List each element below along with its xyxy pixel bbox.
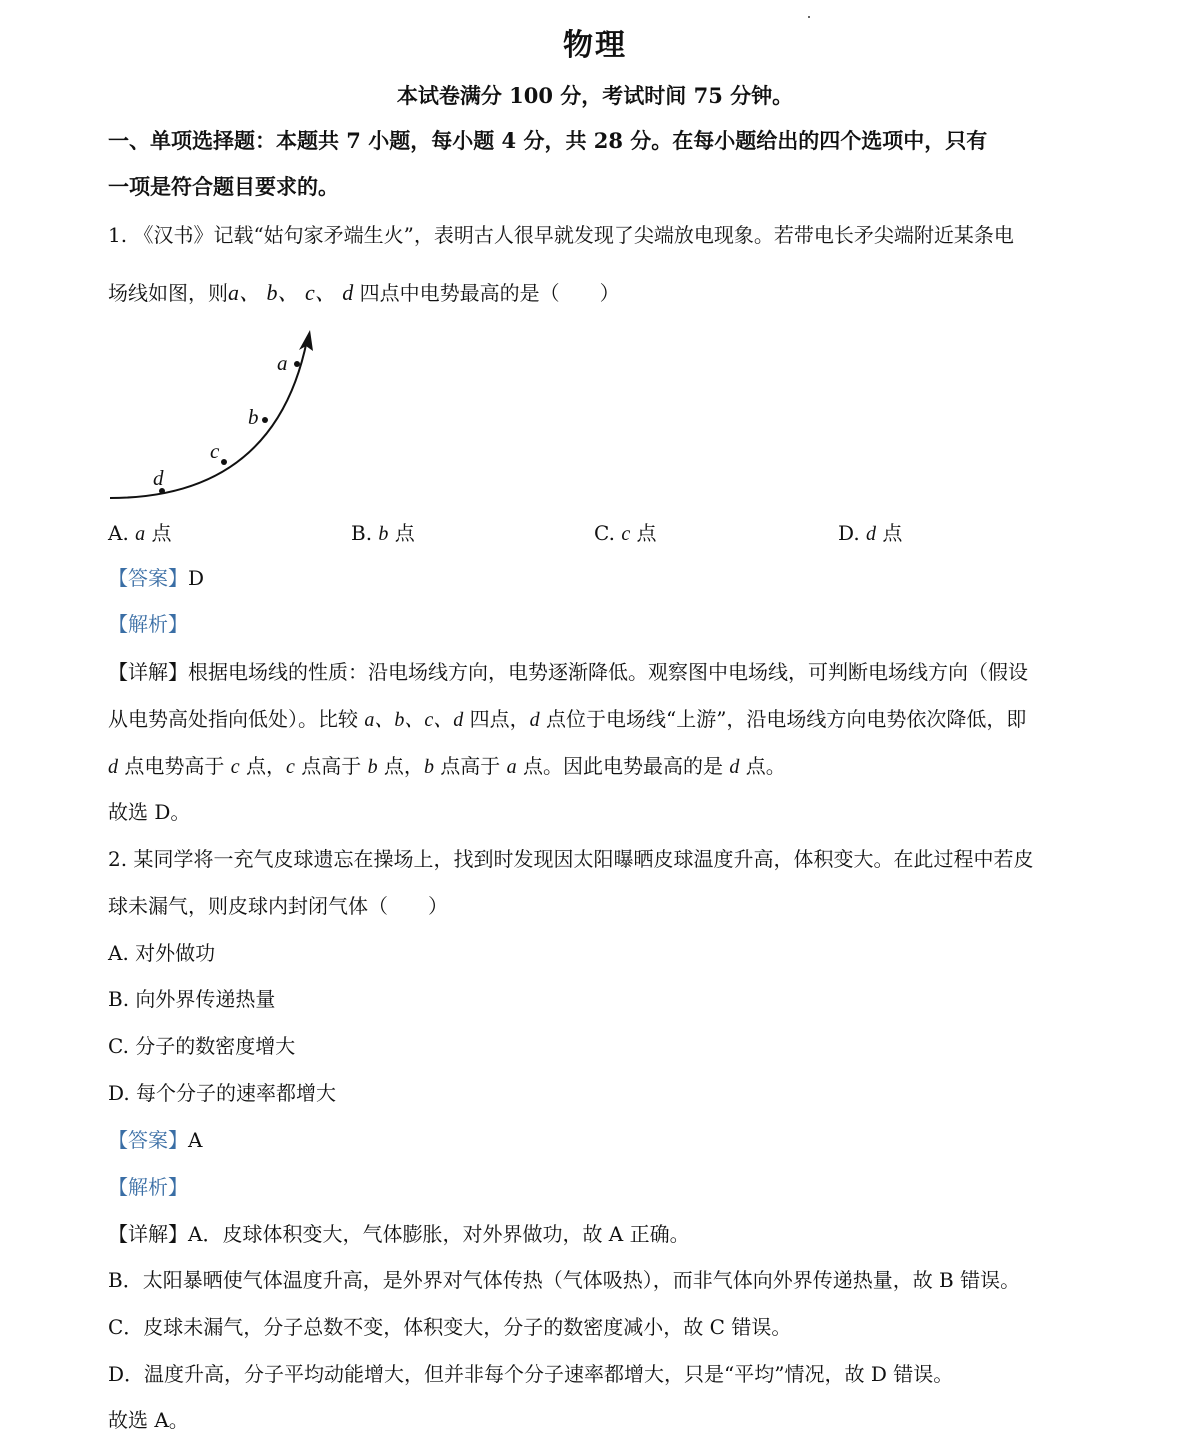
section-heading-line1: 一、单项选择题：本题共 7 小题，每小题 4 分，共 28 分。在每小题给出的四个选项中，只有 <box>108 128 988 153</box>
q1-detail-line2: 从电势高处指向低处）。比较 a、b、c、d 四点，d 点位于电场线“上游”，沿电场线方向电势依次降低，即 <box>108 707 1027 731</box>
q2-option-c: C. 分子的数密度增大 <box>108 1034 296 1058</box>
q2-option-b: B. 向外界传递热量 <box>108 987 276 1011</box>
q2-stem-line1: 2. 某同学将一充气皮球遗忘在操场上，找到时发现因太阳曝晒皮球温度升高，体积变大。在此过程中若皮 <box>108 847 1034 871</box>
q2-conclusion: 故选 A。 <box>108 1408 189 1432</box>
label-b: b <box>248 405 259 429</box>
q1-option-b: B. b 点 <box>351 521 415 545</box>
q1-stem-vars: a、 b、 c、 d <box>228 280 354 305</box>
detail-tag: 【详解】 <box>108 660 188 684</box>
electric-field-line-figure <box>100 320 340 510</box>
label-d: d <box>153 466 164 490</box>
q2-option-a: A. 对外做功 <box>108 941 216 965</box>
q1-stem-line1: 1. 《汉书》记载“姑句家矛端生火”，表明古人很早就发现了尖端放电现象。若带电长矛尖端附近某条电 <box>108 223 1014 247</box>
point-c-dot <box>221 459 227 465</box>
q2-answer <box>108 1126 1088 1154</box>
q1-answer-value: D <box>188 566 205 590</box>
q1-conclusion: 故选 D。 <box>108 800 191 824</box>
exam-info: 本试卷满分 100 分，考试时间 75 分钟。 <box>396 83 794 108</box>
label-a: a <box>277 351 288 375</box>
scan-dot <box>808 16 810 18</box>
q2-answer-value: A <box>188 1128 203 1152</box>
q1-option-a: A. a 点 <box>108 521 172 545</box>
section-heading-line2: 一项是符合题目要求的。 <box>108 174 339 199</box>
point-a-dot <box>294 361 300 367</box>
q2-detail-line3: C．皮球未漏气，分子总数不变，体积变大，分子的数密度减小，故 C 错误。 <box>108 1315 792 1339</box>
detail-tag: 【详解】 <box>108 1222 188 1246</box>
q1-stem-line2 <box>108 279 1088 307</box>
q1-detail-line3: d 点电势高于 c 点，c 点高于 b 点，b 点高于 a 点。因此电势最高的是 d 点。 <box>108 754 786 778</box>
q1-stem-prefix: 场线如图，则 <box>108 281 228 305</box>
label-c: c <box>210 439 220 463</box>
q1-answer <box>108 564 1088 592</box>
q2-stem-line2: 球未漏气，则皮球内封闭气体（ ） <box>108 894 448 918</box>
point-b-dot <box>262 417 268 423</box>
q2-detail-line4: D．温度升高，分子平均动能增大，但并非每个分子速率都增大，只是“平均”情况，故 D 错误。 <box>108 1362 954 1386</box>
q1-option-d: D. d 点 <box>838 521 903 545</box>
q1-stem-suffix: 四点中电势最高的是（ ） <box>353 281 620 305</box>
q1-detail-line1: 【详解】根据电场线的性质：沿电场线方向，电势逐渐降低。观察图中电场线，可判断电场线方向（假设 <box>108 660 1028 684</box>
q2-detail-line1: 【详解】A．皮球体积变大，气体膨胀，对外界做功，故 A 正确。 <box>108 1222 690 1246</box>
q2-detail-line2: B．太阳暴晒使气体温度升高，是外界对气体传热（气体吸热），而非气体向外界传递热量，故 B 错误。 <box>108 1268 1021 1292</box>
q1-analysis-tag: 【解析】 <box>108 612 188 636</box>
q2-analysis-tag: 【解析】 <box>108 1175 188 1199</box>
q1-option-c: C. c 点 <box>594 521 657 545</box>
q2-option-d: D. 每个分子的速率都增大 <box>108 1081 337 1105</box>
page-title: 物理 <box>563 28 627 63</box>
answer-tag: 【答案】 <box>108 566 188 590</box>
answer-tag: 【答案】 <box>108 1128 188 1152</box>
